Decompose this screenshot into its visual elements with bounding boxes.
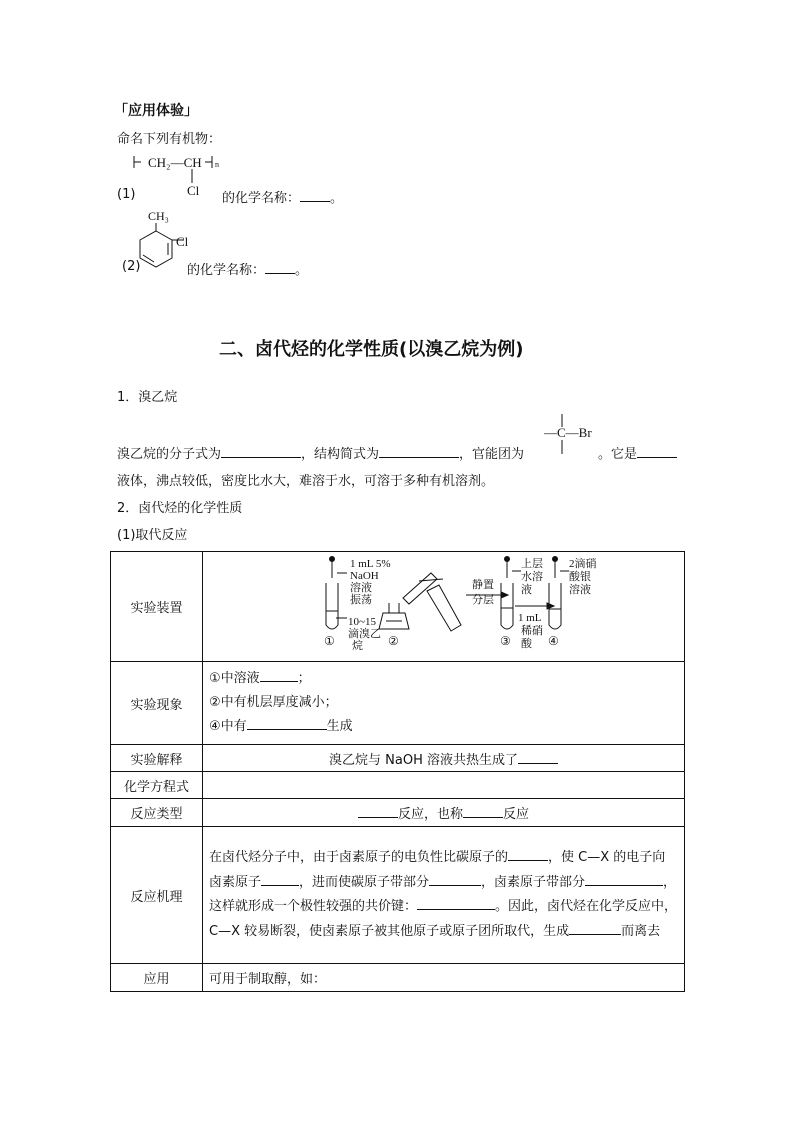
apparatus-label-d3: 溶液 [569, 583, 591, 596]
phenomenon-1: ①中溶液 ； [209, 671, 311, 686]
polymer-n: n [215, 160, 219, 169]
row-mechanism [111, 827, 685, 964]
practice-intro: 命名下列有机物： [117, 132, 222, 147]
mechanism-cell: 在卤代烃分子中，由于卤素原子的电负性比碳原子的 ，使 C—X 的电子向卤素原子 ，进而使碳原子带部分 ，卤素原子带部分 ，这样就形成一个极性较强的共价键： 。因此，卤代烃在化学反应中，C—X 较易断裂，使卤素原子被其他原子或原子团所取代，生成 而离去 [203, 827, 685, 964]
apparatus-label-c6: 酸 [521, 637, 532, 650]
apparatus-label-b2: 分层 [472, 593, 494, 606]
application-cell: 可用于制取醇，如： [203, 964, 685, 992]
phenomena-cell [203, 662, 685, 745]
part2-heading: 2．卤代烃的化学性质 [117, 501, 243, 516]
polymer-formula: CH₂—CH [148, 155, 202, 170]
row-application [111, 964, 685, 992]
item2-number: (2) [122, 259, 141, 274]
row-equation [111, 772, 685, 799]
apparatus-label-a6: 滴溴乙 [348, 627, 381, 640]
label-application: 应用 [111, 964, 203, 992]
apparatus-label-c1: 上层 [521, 557, 543, 570]
label-explanation: 实验解释 [111, 745, 203, 772]
explanation-cell: 溴乙烷与 NaOH 溶液共热生成了 [203, 745, 685, 772]
experiment-table [110, 551, 685, 992]
part1-line2: 液体，沸点较低，密度比水大，难溶于水，可溶于多种有机溶剂。 [117, 474, 495, 489]
row-phenomena [111, 662, 685, 745]
part1-line1-end: 。它是 [598, 443, 677, 462]
apparatus-label-a2: NaOH [350, 569, 379, 582]
apparatus-label-d2: 酸银 [569, 570, 591, 583]
apparatus-label-a4: 振荡 [350, 593, 372, 606]
label-reaction-type: 反应类型 [111, 799, 203, 827]
apparatus-label-c2: 水溶 [521, 570, 543, 583]
apparatus-label-a3: 溶液 [350, 581, 372, 594]
section-title: 二、卤代烃的化学性质(以溴乙烷为例) [219, 339, 524, 360]
item1-question: 的化学名称： 。 [222, 191, 344, 206]
apparatus-label-c5: 稀硝 [521, 624, 543, 637]
polymer-cl: Cl [187, 183, 200, 198]
label-mechanism: 反应机理 [111, 827, 203, 964]
apparatus-label-c3: 液 [521, 583, 532, 596]
functional-group-label: —C—Br [544, 425, 592, 440]
apparatus-diagram [203, 553, 687, 661]
row-explanation [111, 745, 685, 772]
part1-line1: 溴乙烷的分子式为 ，结构简式为 ，官能团为 [117, 447, 525, 462]
apparatus-cell [203, 552, 685, 662]
apparatus-label-c4: 1 mL [518, 611, 542, 624]
label-equation: 化学方程式 [111, 772, 203, 799]
phenomenon-3: ④中有 生成 [209, 719, 353, 734]
apparatus-label-a5: 10~15 [348, 615, 376, 628]
apparatus-label-a1: 1 mL 5% [350, 557, 391, 570]
tube-number-1: ① [324, 633, 335, 648]
part1-heading: 1．溴乙烷 [117, 390, 178, 405]
item2-question: 的化学名称： 。 [187, 263, 309, 278]
phenomenon-2: ②中有机层厚度减小； [209, 695, 338, 710]
equation-cell [203, 772, 685, 799]
apparatus-label-a7: 烷 [352, 639, 363, 652]
label-phenomena: 实验现象 [111, 662, 203, 745]
item1-number: (1) [117, 187, 136, 202]
ch3-label: CH₃ [148, 209, 169, 223]
part2-subheading: (1)取代反应 [117, 528, 188, 543]
row-reaction-type [111, 799, 685, 827]
apparatus-label-d1: 2滴硝 [569, 557, 597, 570]
apparatus-label-b1: 静置 [472, 578, 494, 591]
tube-number-2: ② [388, 633, 399, 648]
reaction-type-cell: 反应，也称 反应 [203, 799, 685, 827]
tube-number-4: ④ [548, 633, 559, 648]
row-apparatus [111, 552, 685, 662]
label-apparatus: 实验装置 [111, 552, 203, 662]
cl-label: Cl [176, 234, 189, 249]
practice-heading: 「应用体验」 [114, 103, 198, 119]
tube-number-3: ③ [500, 633, 511, 648]
